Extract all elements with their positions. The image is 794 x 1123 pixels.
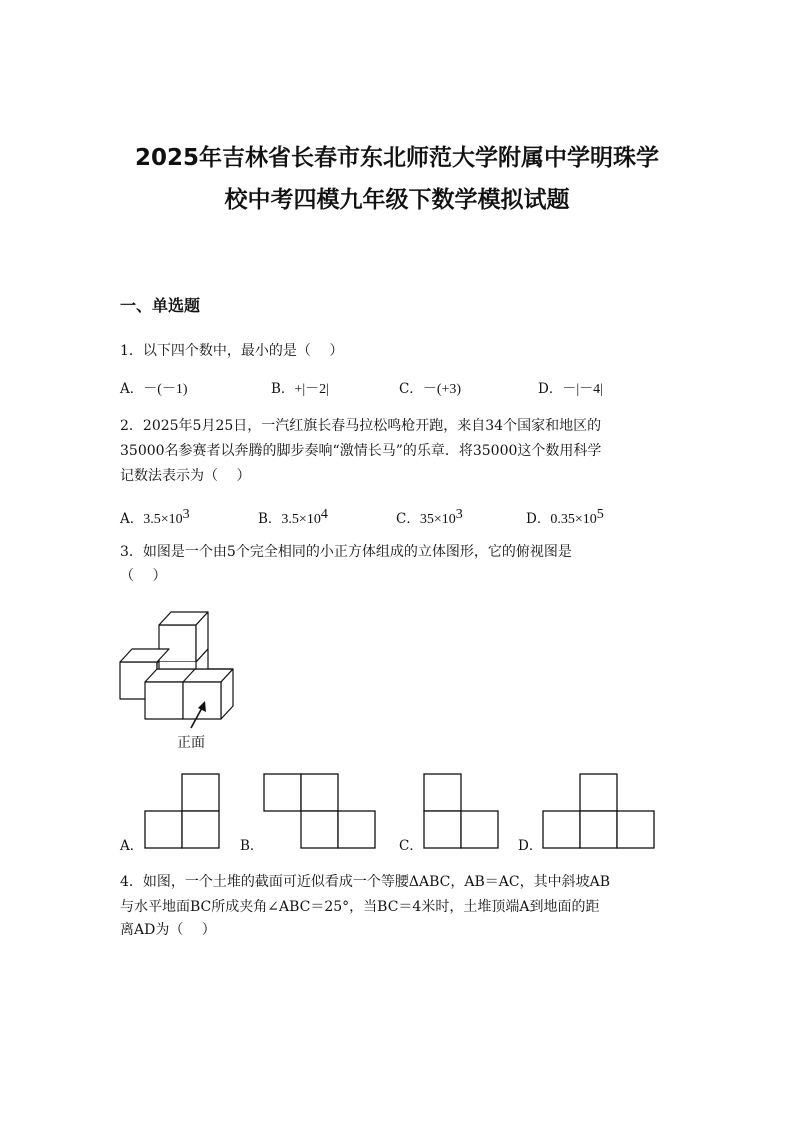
q1-option-c[interactable] bbox=[399, 379, 461, 400]
q2-line-2: 35000名参赛者以奔腾的脚步奏响“激情长马”的乐章．将35000这个数用科学 bbox=[120, 443, 602, 459]
option-exponent: 4 bbox=[320, 507, 328, 522]
q3-option-c[interactable]: C． bbox=[399, 838, 423, 854]
q2-option-a[interactable] bbox=[120, 505, 190, 530]
q1-option-b[interactable] bbox=[271, 379, 329, 400]
option-base: 3.5×10 bbox=[281, 512, 321, 527]
option-expression: －(－1) bbox=[143, 382, 188, 397]
front-label: 正面 bbox=[177, 735, 205, 751]
q3-option-b[interactable]: B． bbox=[240, 838, 264, 854]
option-letter: B． bbox=[258, 511, 282, 527]
q3-option-c-figure[interactable] bbox=[423, 773, 501, 851]
section-heading: 一、单选题 bbox=[120, 296, 201, 315]
q1-stem: 1．以下四个数中，最小的是（ ） bbox=[120, 343, 344, 359]
q4-line-2: 与水平地面BC所成夹角∠ABC＝25°，当BC＝4米时，土堆顶端A到地面的距 bbox=[120, 899, 600, 915]
q2-option-b[interactable] bbox=[258, 505, 328, 530]
option-letter: C． bbox=[396, 511, 420, 527]
q1-option-d[interactable] bbox=[538, 379, 603, 400]
option-exponent: 5 bbox=[596, 507, 604, 522]
q1-option-a[interactable] bbox=[120, 379, 188, 400]
q3-option-b-figure[interactable] bbox=[263, 773, 377, 851]
option-letter: A． bbox=[120, 381, 144, 397]
option-expression: +|－2| bbox=[294, 382, 329, 397]
option-exponent: 3 bbox=[182, 507, 190, 522]
option-base: 0.35×10 bbox=[550, 512, 597, 527]
option-base: 3.5×10 bbox=[143, 512, 183, 527]
q2-line-3: 记数法表示为（ ） bbox=[120, 468, 251, 484]
q3-option-a[interactable]: A． bbox=[120, 838, 144, 854]
q2-option-c[interactable] bbox=[396, 505, 463, 530]
option-base: 35×10 bbox=[419, 512, 456, 527]
front-row-cubes bbox=[145, 662, 233, 719]
option-letter: B． bbox=[271, 381, 295, 397]
q4-line-1: 4．如图，一个土堆的截面可近似看成一个等腰ΔABC，AB＝AC，其中斜坡AB bbox=[120, 874, 611, 890]
option-letter: C． bbox=[399, 381, 423, 397]
q4-line-3: 离AD为（ ） bbox=[120, 922, 216, 938]
q3-option-d[interactable]: D． bbox=[518, 838, 543, 854]
q3-option-a-figure[interactable] bbox=[144, 773, 222, 851]
option-expression: －|－4| bbox=[562, 382, 603, 397]
q3-option-d-figure[interactable] bbox=[542, 773, 656, 851]
page-title-line-1: 2025年吉林省长春市东北师范大学附属中学明珠学 bbox=[134, 145, 659, 171]
q2-option-d[interactable] bbox=[526, 505, 604, 530]
q2-line-1: 2．2025年5月25日，一汽红旗长春马拉松鸣枪开跑，来自34个国家和地区的 bbox=[120, 418, 602, 434]
option-expression: －(+3) bbox=[422, 382, 462, 397]
option-letter: D． bbox=[526, 511, 551, 527]
option-exponent: 3 bbox=[455, 507, 463, 522]
page-title-line-2: 校中考四模九年级下数学模拟试题 bbox=[224, 187, 570, 213]
option-letter: D． bbox=[538, 381, 563, 397]
q3-line-1: 3．如图是一个由5个完全相同的小正方体组成的立体图形，它的俯视图是 bbox=[120, 544, 572, 560]
option-letter: A． bbox=[120, 511, 144, 527]
q3-line-2: （ ） bbox=[120, 568, 167, 584]
top-cube bbox=[159, 612, 208, 662]
